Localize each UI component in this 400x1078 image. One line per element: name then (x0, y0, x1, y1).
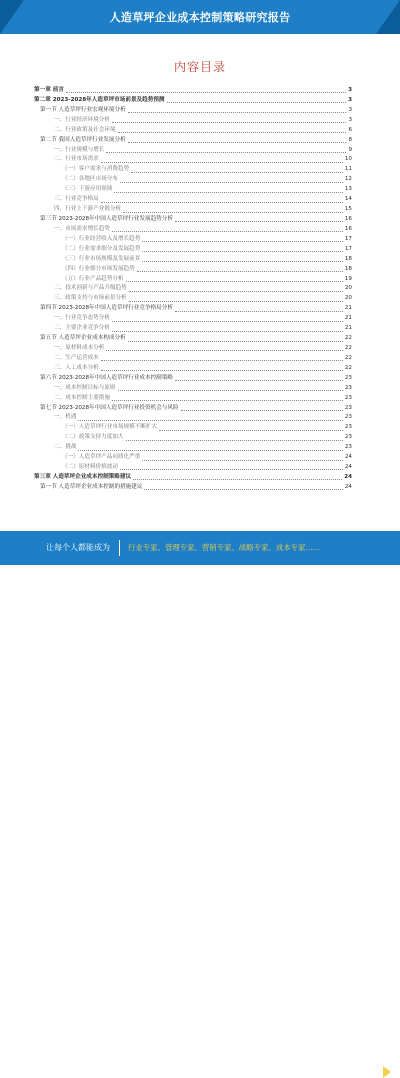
toc-entry-title: （二）原材料价格波动 (62, 463, 119, 473)
toc-leader-dots (142, 261, 343, 262)
toc-entry-title: 第五节 人造草坪企业成本构成分析 (40, 334, 127, 344)
toc-leader-dots (133, 479, 342, 480)
toc-entry-title: 一、原材料成本分析 (54, 344, 105, 354)
toc-leader-dots (175, 380, 343, 381)
toc-leader-dots (181, 410, 343, 411)
toc-entry-title: （二）政策支持力度加大 (62, 433, 125, 443)
toc-entry[interactable] (34, 136, 352, 146)
toc-entry-title: 第三章 人造草坪企业成本控制策略建议 (34, 473, 132, 483)
toc-entry[interactable] (34, 235, 352, 245)
toc-leader-dots (78, 450, 342, 451)
toc-leader-dots (120, 182, 343, 183)
toc-entry-page: 23 (344, 434, 352, 441)
toc-entry-title: （一）人造草坪行业市场规模不断扩大 (62, 423, 158, 433)
toc-entry-page: 11 (344, 166, 352, 173)
toc-entry-page: 12 (344, 176, 352, 183)
toc-entry[interactable] (34, 175, 352, 185)
toc-leader-dots (128, 142, 347, 143)
toc-entry-title: 第一节 人造草坪行业宏观环境分析 (40, 106, 127, 116)
toc-entry[interactable] (34, 146, 352, 156)
toc-entry-page: 24 (344, 473, 352, 480)
toc-entry-page: 21 (344, 305, 352, 312)
toc-entry-page: 23 (344, 394, 352, 401)
toc-entry-title: 第二章 2023-2028年人造草坪市场前景及趋势预测 (34, 96, 166, 106)
toc-entry-title: 二、行业政策及社会环境 (54, 126, 117, 136)
toc-entry-page: 24 (344, 483, 352, 490)
toc-leader-dots (175, 311, 343, 312)
toc-entry[interactable] (34, 483, 352, 493)
toc-entry-page: 20 (344, 295, 352, 302)
toc-leader-dots (112, 400, 343, 401)
toc-leader-dots (118, 132, 347, 133)
toc-entry[interactable] (34, 324, 352, 334)
toc-leader-dots (126, 440, 343, 441)
toc-entry-page: 23 (344, 404, 352, 411)
toc-leader-dots (66, 92, 346, 93)
toc-entry-title: 二、挑战 (54, 443, 77, 453)
table-of-contents (34, 86, 352, 493)
toc-leader-dots (120, 469, 343, 470)
toc-entry[interactable] (34, 364, 352, 374)
toc-entry-title: 二、生产运营成本 (54, 354, 100, 364)
toc-entry-page: 19 (344, 275, 352, 282)
toc-leader-dots (126, 281, 343, 282)
toc-entry-page: 3 (348, 106, 352, 113)
toc-leader-dots (106, 350, 343, 351)
corner-arrow-icon (383, 1066, 391, 1078)
toc-leader-dots (142, 241, 343, 242)
toc-entry[interactable] (34, 86, 352, 96)
toc-entry[interactable] (34, 314, 352, 324)
toc-leader-dots (144, 489, 342, 490)
toc-entry-title: 三、政策支持与市场前景分析 (54, 294, 128, 304)
toc-entry[interactable] (34, 265, 352, 275)
toc-entry-title: 一、行业规模与增长 (54, 146, 105, 156)
toc-entry[interactable] (34, 394, 352, 404)
toc-entry-title: （二）行业需求细分及发展趋势 (62, 245, 141, 255)
toc-entry-title: 第六节 2023-2028年中国人造草坪行业成本控制策略 (40, 374, 174, 384)
toc-leader-dots (175, 221, 343, 222)
toc-entry-page: 24 (344, 454, 352, 461)
toc-leader-dots (142, 460, 343, 461)
toc-entry[interactable] (34, 374, 352, 384)
toc-entry[interactable] (34, 165, 352, 175)
toc-entry-page: 3 (348, 96, 352, 103)
toc-entry-title: 三、人工成本分析 (54, 364, 100, 374)
toc-leader-dots (101, 162, 343, 163)
toc-entry[interactable] (34, 453, 352, 463)
toc-entry[interactable] (34, 215, 352, 225)
toc-entry-page: 3 (348, 87, 352, 93)
toc-leader-dots (137, 271, 343, 272)
footer-bar (0, 531, 400, 565)
toc-leader-dots (129, 291, 343, 292)
toc-entry-title: （一）行业经营收入及增长趋势 (62, 235, 141, 245)
toc-leader-dots (159, 430, 343, 431)
toc-entry[interactable] (34, 404, 352, 414)
toc-entry-title: 一、机遇 (54, 413, 77, 423)
toc-entry-title: 第七节 2023-2028年中国人造草坪行业投资机会与风险 (40, 404, 180, 414)
toc-entry-title: 一、行业竞争态势分析 (54, 314, 111, 324)
toc-entry[interactable] (34, 344, 352, 354)
toc-entry-title: （一）客户需求与消费趋势 (62, 165, 130, 175)
header-bar (0, 0, 400, 34)
toc-entry[interactable] (34, 116, 352, 126)
toc-leader-dots (167, 102, 347, 103)
toc-entry-page: 10 (344, 156, 352, 163)
toc-leader-dots (112, 122, 346, 123)
toc-entry-page: 16 (344, 215, 352, 222)
toc-entry-page: 22 (344, 344, 352, 351)
toc-entry[interactable] (34, 304, 352, 314)
toc-entry-title: 第四节 2023-2028年中国人造草坪行业竞争格局分析 (40, 304, 174, 314)
toc-heading: 内容目录 (173, 60, 226, 74)
toc-entry-page: 22 (344, 335, 352, 342)
toc-entry[interactable] (34, 294, 352, 304)
toc-entry-title: 二、行业市场需求 (54, 155, 100, 165)
toc-entry-page: 6 (348, 126, 352, 133)
toc-entry-page: 24 (344, 464, 352, 471)
toc-leader-dots (112, 231, 343, 232)
toc-leader-dots (128, 341, 343, 342)
toc-entry[interactable] (34, 423, 352, 433)
toc-entry-page: 13 (344, 186, 352, 193)
toc-entry[interactable] (34, 473, 352, 483)
report-title: 人造草坪企业成本控制策略研究报告 (109, 11, 291, 24)
toc-entry-title: 二、主要企业竞争分析 (54, 324, 111, 334)
toc-entry-page: 15 (344, 206, 352, 213)
toc-leader-dots (142, 251, 343, 252)
toc-entry-title: 二、成本控制主要措施 (54, 394, 111, 404)
footer-divider (119, 540, 120, 556)
toc-entry-page: 14 (344, 196, 352, 203)
toc-entry-page: 22 (344, 364, 352, 371)
toc-entry-page: 9 (348, 146, 352, 153)
toc-entry[interactable] (34, 275, 352, 285)
toc-entry[interactable] (34, 463, 352, 473)
toc-leader-dots (131, 172, 343, 173)
toc-leader-dots (118, 390, 343, 391)
toc-entry-title: 一、行业经济环境分析 (54, 116, 111, 126)
toc-entry[interactable] (34, 284, 352, 294)
toc-entry-title: （二）各地区市场分布 (62, 175, 119, 185)
toc-entry-page: 23 (344, 444, 352, 451)
footer-slogan: 让每个人都能成为 (46, 543, 110, 552)
toc-entry[interactable] (34, 225, 352, 235)
toc-entry-page: 16 (344, 225, 352, 232)
toc-entry-title: 第一节 人造草坪企业成本控制的措施建议 (40, 483, 143, 493)
toc-leader-dots (112, 321, 343, 322)
toc-entry[interactable] (34, 205, 352, 215)
toc-leader-dots (123, 212, 343, 213)
toc-leader-dots (112, 331, 343, 332)
toc-entry[interactable] (34, 354, 352, 364)
toc-entry[interactable] (34, 433, 352, 443)
toc-leader-dots (129, 301, 343, 302)
footer-tagline: 行业专家、管理专家、营销专家、战略专家、成本专家…… (128, 543, 321, 552)
toc-entry-page: 17 (344, 235, 352, 242)
toc-entry[interactable] (34, 413, 352, 423)
toc-entry-page: 18 (344, 255, 352, 262)
toc-entry[interactable] (34, 155, 352, 165)
toc-leader-dots (101, 202, 343, 203)
toc-entry[interactable] (34, 384, 352, 394)
toc-leader-dots (78, 420, 342, 421)
toc-entry-page: 23 (344, 374, 352, 381)
toc-entry-page: 23 (344, 384, 352, 391)
toc-entry[interactable] (34, 195, 352, 205)
toc-entry-title: （一）人造草坪产品同质化严重 (62, 453, 141, 463)
toc-entry-page: 20 (344, 285, 352, 292)
toc-entry-page: 21 (344, 315, 352, 322)
toc-entry-title: （四）行业细分市场发展趋势 (62, 265, 136, 275)
toc-entry-page: 22 (344, 354, 352, 361)
toc-entry[interactable] (34, 334, 352, 344)
toc-entry-page: 21 (344, 325, 352, 332)
toc-leader-dots (101, 360, 343, 361)
toc-entry-title: 第二节 我国人造草坪行业发展分析 (40, 136, 127, 146)
toc-entry[interactable] (34, 443, 352, 453)
toc-entry[interactable] (34, 185, 352, 195)
toc-entry-title: 四、行业上下游产业链分析 (54, 205, 122, 215)
toc-entry[interactable] (34, 255, 352, 265)
toc-entry-title: 第一章 前言 (34, 86, 65, 96)
toc-entry-title: 三、行业竞争格局 (54, 195, 100, 205)
toc-entry-title: （三）下游应用领域 (62, 185, 113, 195)
toc-leader-dots (106, 152, 346, 153)
toc-entry-page: 3 (348, 116, 352, 123)
toc-entry-page: 23 (344, 414, 352, 421)
toc-entry-title: 一、成本控制目标与原则 (54, 384, 117, 394)
toc-entry[interactable] (34, 106, 352, 116)
toc-entry-page: 23 (344, 424, 352, 431)
toc-entry-page: 18 (344, 265, 352, 272)
toc-entry-title: 二、技术创新与产品升级趋势 (54, 284, 128, 294)
toc-entry-page: 17 (344, 245, 352, 252)
toc-entry-title: （三）行业市场规模及发展前景 (62, 255, 141, 265)
toc-entry-title: 第三节 2023-2028年中国人造草坪行业发展趋势分析 (40, 215, 174, 225)
toc-leader-dots (128, 112, 347, 113)
toc-entry-page: 8 (348, 136, 352, 143)
toc-entry-title: （五）行业产品趋势分析 (62, 275, 125, 285)
toc-entry-title: 一、市场需求增长趋势 (54, 225, 111, 235)
toc-entry[interactable] (34, 126, 352, 136)
toc-entry[interactable] (34, 245, 352, 255)
toc-leader-dots (114, 192, 343, 193)
toc-entry[interactable] (34, 96, 352, 106)
toc-leader-dots (101, 370, 343, 371)
